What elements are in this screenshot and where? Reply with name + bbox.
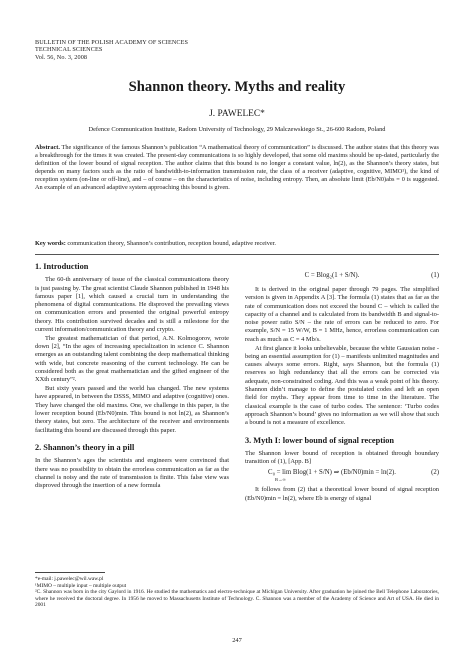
author-affiliation: Defence Communication Institute, Radom University of Technology, 29 Malczewskiego St., 26-600 Radom, Poland: [88, 126, 386, 133]
paper-title: Shannon theory. Myths and reality: [128, 79, 346, 95]
header-divider: [35, 254, 439, 255]
left-column: [35, 263, 229, 490]
footnote-divider: [35, 572, 105, 573]
equation-number: (1): [431, 272, 439, 279]
equation-number: (2): [431, 469, 439, 477]
equation-1: [245, 272, 439, 284]
footnote-mimo: ¹MIMO – multiple input – multiple output: [35, 582, 127, 589]
equation-limit-subscript: B→∞: [275, 477, 286, 483]
journal-header: [35, 39, 188, 61]
paragraph: It is derived in the original paper through 79 pages. The simplified version is given in Appendix A [3]. The formula (1) states that as far as the rate of communication does not exceed the bound C – which is called the capacity of a channel and is calculated from its bandwidth B and signal-to-noise power ratio S/N – the rate of errors can be reduced to zero. For example, S/N = 15 W/W, B = 1 MHz, hence, errorless communication can reach as much as C = 4 Mb/s.: [245, 286, 439, 343]
paragraph: The Shannon lower bound of reception is obtained through boundary transition of (1), [App. B]: [245, 449, 439, 466]
equation-2: [245, 469, 439, 483]
footnote-shannon-bio: ²C. Shannon was born in the city Gaylord in 1916. He studied the mathematics and electro-technique at Michigan University. After graduation he joined the Bell Telephone Laboratories, where he received the doctoral degree. In 1956 he moved to Massachusetts Institute of Technology. C. Shannon was a member of the Academy of Science and Art of USA. He died in 2001: [35, 589, 439, 609]
paragraph: It follows from (2) that a theoretical lower bound of signal reception (Eb/N0)min = ln(2), where Eb is energy of signal: [245, 486, 439, 502]
keywords-label: Key words:: [35, 240, 66, 247]
section-heading-introduction: 1. Introduction: [35, 262, 89, 271]
page-number: 247: [232, 637, 242, 644]
section-heading-myth-one: 3. Myth I: lower bound of signal reception: [245, 435, 395, 445]
paragraph: In the Shannon’s ages the scientists and engineers were convinced that there was no possibility to obtain the errorless communication as far as the channel is noisy and the rate of transmission is finite. This false view was disproved through the insertion of a new formula: [35, 457, 229, 490]
right-column: [245, 272, 439, 503]
paragraph: At first glance it looks unbelievable, because the white Gaussian noise - being an essential assumption for (1) – manifests unlimited magnitudes and causes always some errors. Right, says Shannon, but the formula (1) reserves so high redundancy that all the errors can be corrected via adequate, non-constrained coding. And this was a weak point of his theory. Shannon didn’t manage to define the postulated codes and left an open field for myths. They appear from time to time in the literature. The classical example is the case of turbo codes. The sentence: ‘Turbo codes approach Shannon’s bound’ gives no information as we will show that such a bound is not a measure of excellence.: [245, 344, 439, 427]
footnotes: [35, 576, 439, 609]
paper-author: J. PAWELEC*: [209, 109, 265, 119]
keywords: [35, 240, 439, 248]
abstract-text: The significance of the famous Shannon’s publication “A mathematical theory of communication” is discussed. The author states that this theory was a breakthrough for the times it was created. The present-day communications is so highly developed, that some old maxims should be up-dated, particularly the definition of the lower bound of signal reception. The author claims that this bound is no longer a constant value, ln(2), as the Shannon’s theory states, but depends on many factors such as the ratio of bandwidth-to-information transmission rate, the class of a receiver (adaptive, cognitive, MIMO¹), the kind of reception system (on-line or off-line), and – of course – on the characteristics of noise, including entropy. Then, an absolute limit (Eb/N0)abs = 0 is suggested. An example of an advanced adaptive system approaching this bound is given.: [35, 144, 439, 192]
journal-section: TECHNICAL SCIENCES: [35, 46, 103, 54]
paragraph: The 60-th anniversary of issue of the classical communications theory is just passing by. The great scientist Claude Shannon published in 1948 his famous paper [1], which caused a crucial turn in understanding the phenomena of digital communications. He disproved the prevailing views on communication errors and presented the original powerful entropy theory. His contribution survived decades and is still a milestone for the current information/communication theory and crypto.: [35, 276, 229, 334]
footnote-email: *e-mail: j.pawelec@wil.waw.pl: [35, 576, 104, 582]
paragraph: The greatest mathematician of that period, A.N. Kolmogorov, wrote down [2], “In the ages of increasing specialization in science C. Shannon emerges as an outstanding talent combining the deep mathematical thinking with wide, but concrete reasoning of the current technology. He can be considered both as the great mathematician and the gifted engineer of the XXth century”².: [35, 334, 229, 384]
keywords-text: communication theory, Shannon’s contribution, reception bound, adaptive receiver.: [67, 240, 276, 247]
journal-volume: Vol. 56, No. 3, 2008: [35, 53, 88, 61]
paragraph: But sixty years passed and the world has changed. The new systems have appeared, in between the DSSS, MIMO and adaptive (cognitive) ones. They have changed the old maxims. One, we challenge in this paper, is the lower reception bound (Eb/N0)min. This bound is not ln(2), as Shannon’s theory states, but zero. The architecture of the receiver and environments facilitating this bound are discussed through this paper.: [35, 385, 229, 434]
equation-body: C = Blog₂(1 + S/N).: [304, 272, 360, 279]
abstract: [35, 144, 439, 193]
abstract-label: Abstract.: [35, 144, 60, 151]
equation-body: C₀ = lim Blog(1 + S/N) ⇒ (Eb/N0)min = ln(2).: [268, 469, 396, 477]
journal-name: BULLETIN OF THE POLISH ACADEMY OF SCIENCES: [35, 39, 189, 46]
section-heading-shannon-theory: 2. Shannon’s theory in a pill: [35, 442, 135, 452]
